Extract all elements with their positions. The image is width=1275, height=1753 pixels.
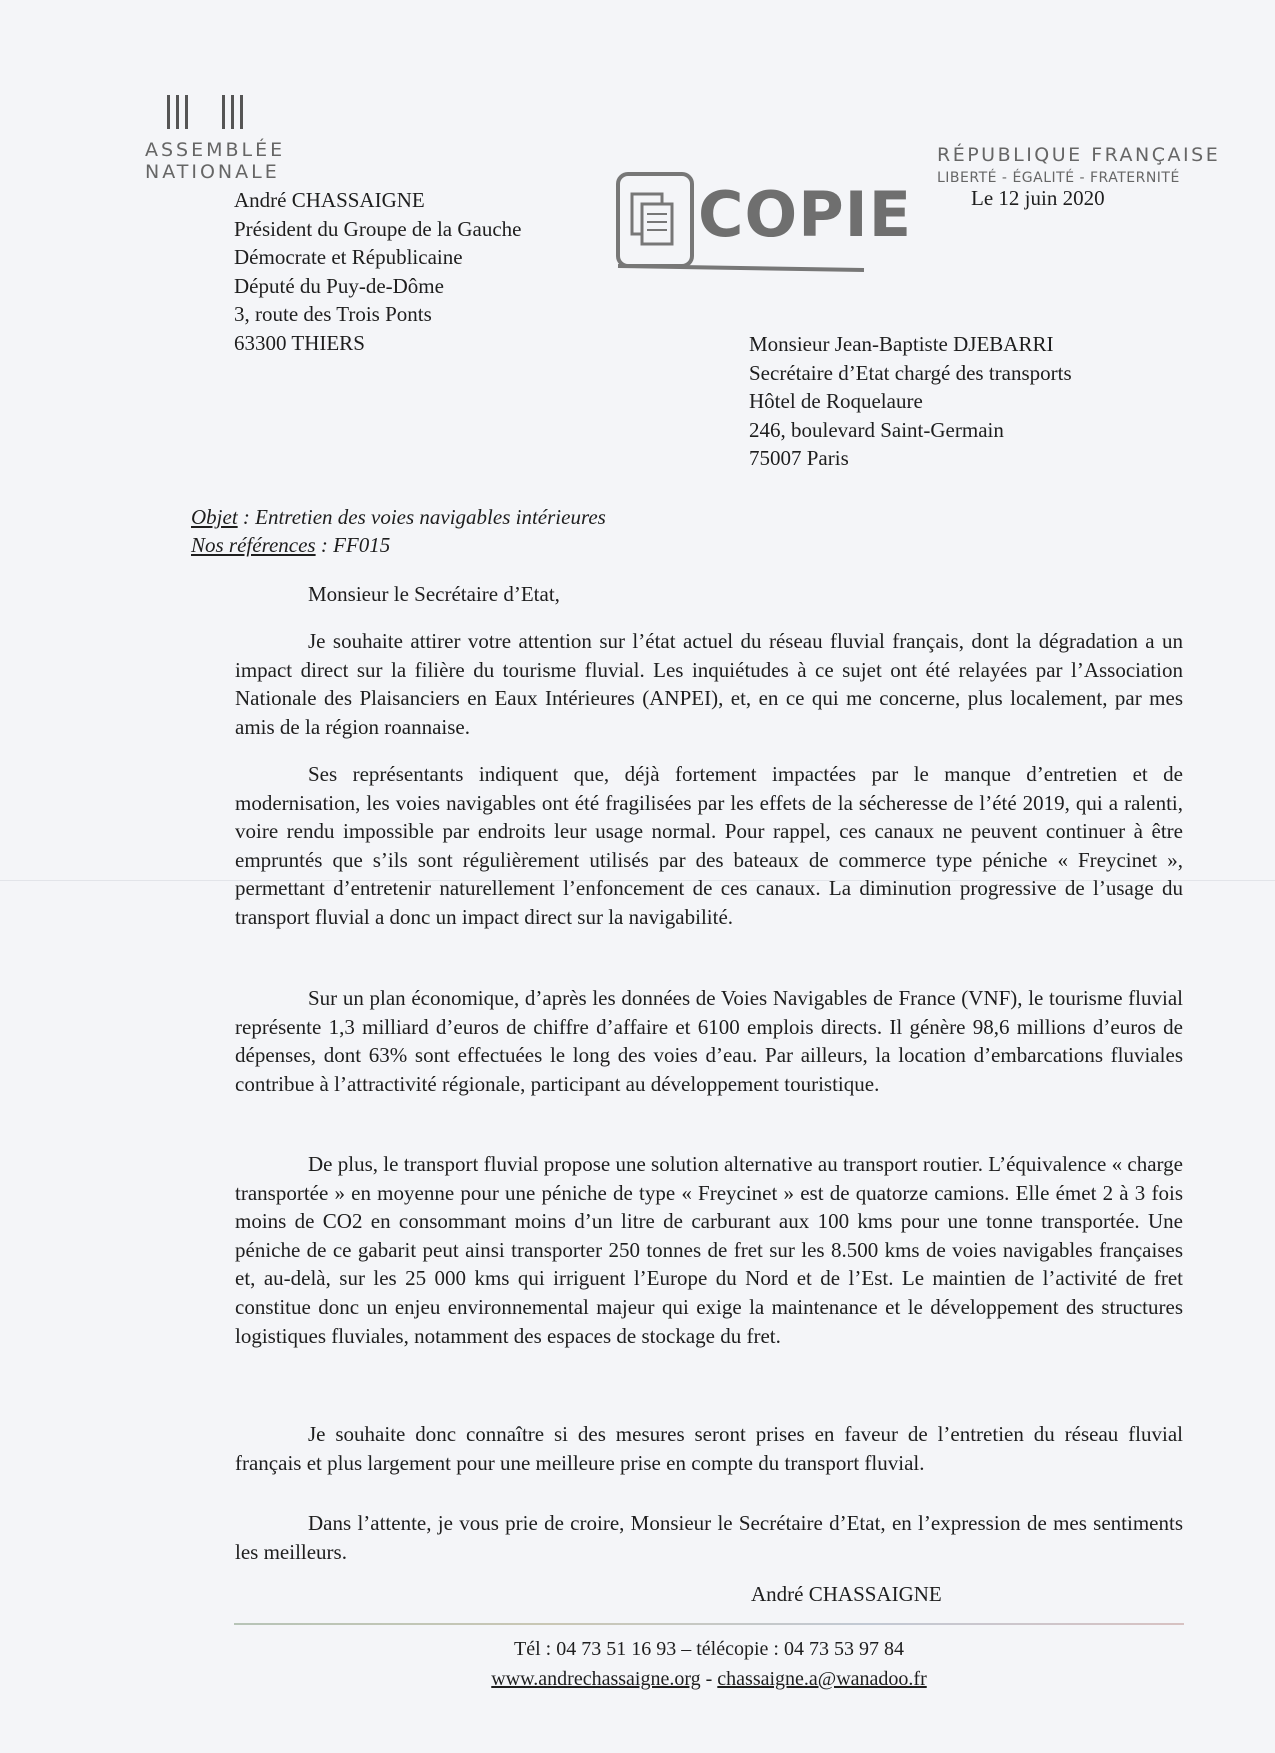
objet-label: Objet xyxy=(191,505,238,529)
subject-block xyxy=(191,503,606,559)
republique-francaise-header xyxy=(937,144,1220,186)
recipient-address-2: 246, boulevard Saint-Germain xyxy=(749,417,1004,442)
logo-bars-icon xyxy=(167,95,295,129)
paragraph-1: Je souhaite attirer votre attention sur l’état actuel du réseau fluvial français, dont la dégradation a un impact direct sur la filière du tourisme fluvial. Les inquiétudes à ce sujet ont été relayées par l’Association Nationale des Plaisanciers en Eaux Intérieures (ANPEI), et, en ce qui me concerne, plus localement, par mes amis de la région roannaise. xyxy=(235,629,1183,739)
copie-stamp-text: COPIE xyxy=(698,178,913,251)
assemblee-nationale-logo xyxy=(145,95,295,183)
paragraph-4: De plus, le transport fluvial propose une solution alternative au transport routier. L’équivalence « charge transportée » en moyenne pour une péniche de type « Freycinet » est de quatorze camions. Elle émet 2 à 3 fois moins de CO2 en consommant moins d’un litre de carburant aux 100 kms pour une tonne transportée. Une péniche de ce gabarit peut ainsi transporter 250 tonnes de fret sur les 8.500 kms de voies navigables françaises et, au-delà, sur les 25 000 kms qui irriguent l’Europe du Nord et de l’Est. Le maintien de l’activité de fret constitue donc un enjeu environnemental majeur qui exige la maintenance et le développement des structures logistiques fluviales, notamment des espaces de stockage du fret. xyxy=(235,1152,1183,1348)
footer-separator: - xyxy=(700,1668,718,1690)
references-value: : FF015 xyxy=(315,533,391,557)
rf-motto: LIBERTÉ - ÉGALITÉ - FRATERNITÉ xyxy=(937,170,1180,186)
recipient-address-1: Hôtel de Roquelaure xyxy=(749,389,923,414)
email-link[interactable]: chassaigne.a@wanadoo.fr xyxy=(717,1668,927,1690)
closing-paragraph: Dans l’attente, je vous prie de croire, Monsieur le Secrétaire d’Etat, en l’expression de mes sentiments les meilleurs. xyxy=(235,1511,1183,1564)
sender-block xyxy=(234,186,522,358)
signature-name: André CHASSAIGNE xyxy=(751,1582,942,1606)
footer-divider xyxy=(234,1623,1184,1625)
copie-stamp xyxy=(614,170,913,274)
logo-text-line-1: ASSEMBLÉE xyxy=(145,139,286,161)
rf-line-1: RÉPUBLIQUE FRANÇAISE xyxy=(937,144,1221,166)
sender-title-1: Président du Groupe de la Gauche xyxy=(234,216,522,241)
references-label: Nos références xyxy=(191,533,316,557)
footer-contact-line xyxy=(234,1668,1184,1691)
website-link[interactable]: www.andrechassaigne.org xyxy=(491,1668,701,1690)
sender-title-2: Démocrate et Républicaine xyxy=(234,245,463,270)
logo-text-line-2: NATIONALE xyxy=(145,161,280,183)
sender-name: André CHASSAIGNE xyxy=(234,188,425,212)
letter-date: Le 12 juin 2020 xyxy=(971,186,1105,210)
sender-address-2: 63300 THIERS xyxy=(234,330,365,355)
sender-title-3: Député du Puy-de-Dôme xyxy=(234,273,444,298)
recipient-title: Secrétaire d’Etat chargé des transports xyxy=(749,360,1072,385)
paragraph-5: Je souhaite donc connaître si des mesures seront prises en faveur de l’entretien du réseau fluvial français et plus largement pour une meilleure prise en compte du transport fluvial. xyxy=(235,1422,1183,1475)
recipient-name: Monsieur Jean-Baptiste DJEBARRI xyxy=(749,332,1054,356)
footer-phone-line: Tél : 04 73 51 16 93 – télécopie : 04 73 53 97 84 xyxy=(514,1638,904,1660)
recipient-address-3: 75007 Paris xyxy=(749,446,849,471)
recipient-block xyxy=(749,330,1072,473)
salutation: Monsieur le Secrétaire d’Etat, xyxy=(308,582,560,606)
reference-line xyxy=(191,531,606,559)
paragraph-3: Sur un plan économique, d’après les données de Voies Navigables de France (VNF), le tourisme fluvial représente 1,3 milliard d’euros de chiffre d’affaire et 6100 emplois directs. Il génère 98,6 millions d’euros de dépenses, dont 63% sont effectuées le long des voies d’eau. Par ailleurs, la location d’embarcations fluviales contribue à l’attractivité régionale, participant au développement touristique. xyxy=(235,986,1183,1096)
sender-address-1: 3, route des Trois Ponts xyxy=(234,302,432,327)
objet-value: : Entretien des voies navigables intérieures xyxy=(237,505,606,529)
paragraph-2: Ses représentants indiquent que, déjà fortement impactées par le manque d’entretien et de modernisation, les voies navigables ont été fragilisées par les effets de la sécheresse de l’été 2019, qui a ralenti, voire rendu impossible par endroits leur usage normal. Pour rappel, ces canaux ne peuvent continuer à être empruntés que s’ils sont régulièrement utilisés par des bateaux de commerce type péniche « Freycinet », permettant d’entretenir naturellement l’enfoncement de ces canaux. La diminution progressive de l’usage du transport fluvial a donc un impact direct sur la navigabilité. xyxy=(235,762,1183,929)
subject-line xyxy=(191,503,606,531)
